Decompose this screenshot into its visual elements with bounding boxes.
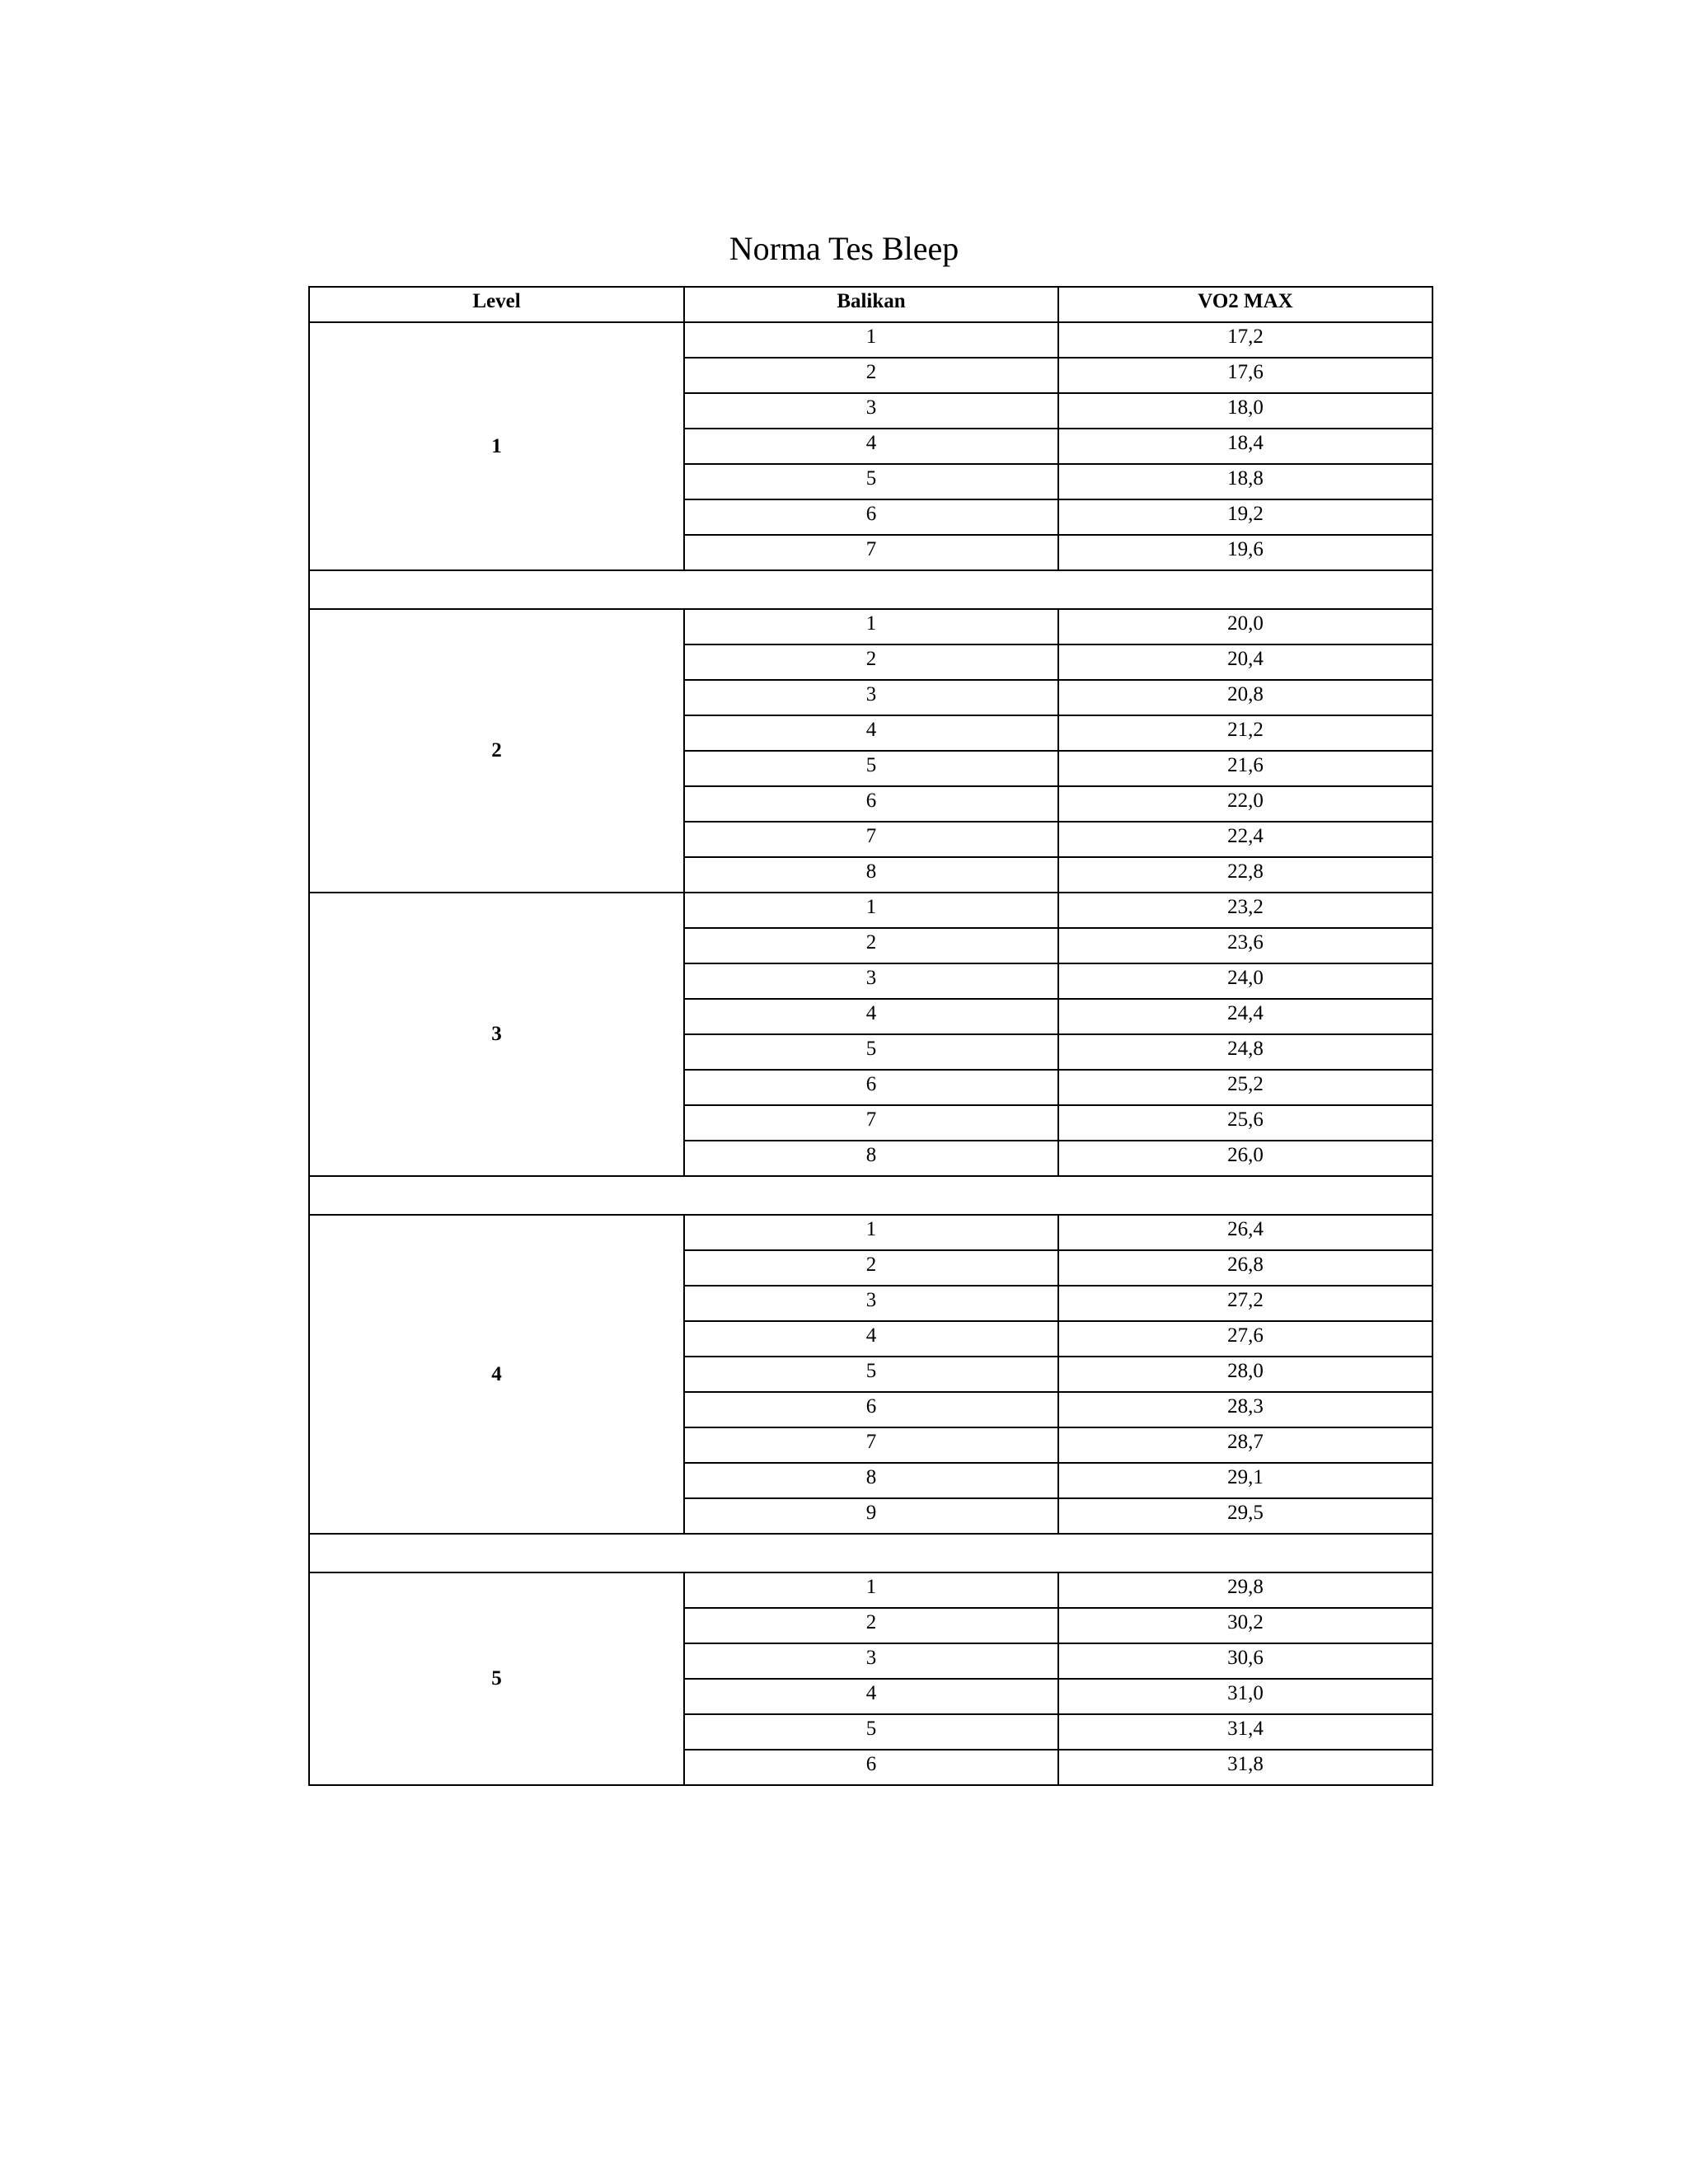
balikan-cell: 7 [684,822,1058,857]
table-row [309,322,1432,358]
vo2max-cell: 27,2 [1058,1286,1432,1321]
balikan-cell: 2 [684,644,1058,680]
vo2max-cell: 24,8 [1058,1034,1432,1070]
balikan-cell: 4 [684,715,1058,751]
balikan-cell: 5 [684,464,1058,499]
balikan-cell: 1 [684,1215,1058,1250]
header-vo2max: VO2 MAX [1058,287,1432,322]
balikan-cell: 1 [684,893,1058,928]
vo2max-cell: 26,4 [1058,1215,1432,1250]
vo2max-cell: 28,3 [1058,1392,1432,1427]
vo2max-cell: 30,2 [1058,1608,1432,1643]
vo2max-cell: 20,0 [1058,609,1432,644]
balikan-cell: 5 [684,1714,1058,1750]
vo2max-cell: 23,6 [1058,928,1432,963]
vo2max-cell: 18,4 [1058,429,1432,464]
balikan-cell: 4 [684,1679,1058,1714]
vo2max-cell: 27,6 [1058,1321,1432,1357]
balikan-cell: 8 [684,1463,1058,1498]
vo2max-cell: 24,4 [1058,999,1432,1034]
balikan-cell: 3 [684,680,1058,715]
balikan-cell: 5 [684,751,1058,786]
balikan-cell: 5 [684,1034,1058,1070]
table-row [309,1215,1432,1250]
balikan-cell: 6 [684,499,1058,535]
vo2max-cell: 28,7 [1058,1427,1432,1463]
vo2max-cell: 20,4 [1058,644,1432,680]
balikan-cell: 7 [684,1427,1058,1463]
table-body [309,322,1432,1785]
level-cell: 1 [309,322,684,570]
balikan-cell: 6 [684,1750,1058,1785]
balikan-cell: 2 [684,1250,1058,1286]
balikan-cell: 6 [684,786,1058,822]
vo2max-cell: 28,0 [1058,1357,1432,1392]
header-balikan: Balikan [684,287,1058,322]
balikan-cell: 1 [684,609,1058,644]
table-row [309,609,1432,644]
balikan-cell: 3 [684,1643,1058,1679]
table-row [309,1572,1432,1608]
vo2max-cell: 31,4 [1058,1714,1432,1750]
balikan-cell: 3 [684,393,1058,429]
spacer-row [309,570,1432,609]
vo2max-cell: 23,2 [1058,893,1432,928]
vo2max-cell: 21,6 [1058,751,1432,786]
balikan-cell: 6 [684,1070,1058,1105]
level-cell: 5 [309,1572,684,1785]
vo2max-cell: 18,0 [1058,393,1432,429]
vo2max-cell: 17,6 [1058,358,1432,393]
vo2max-cell: 31,8 [1058,1750,1432,1785]
vo2max-cell: 22,0 [1058,786,1432,822]
level-cell: 4 [309,1215,684,1534]
vo2max-cell: 17,2 [1058,322,1432,358]
balikan-cell: 2 [684,1608,1058,1643]
vo2max-cell: 30,6 [1058,1643,1432,1679]
balikan-cell: 8 [684,857,1058,893]
vo2max-cell: 29,5 [1058,1498,1432,1534]
balikan-cell: 6 [684,1392,1058,1427]
spacer-row [309,1176,1432,1215]
vo2max-cell: 29,8 [1058,1572,1432,1608]
vo2max-cell: 18,8 [1058,464,1432,499]
spacer-cell [309,570,1432,609]
balikan-cell: 4 [684,1321,1058,1357]
table-row [309,893,1432,928]
vo2max-cell: 25,6 [1058,1105,1432,1141]
balikan-cell: 3 [684,963,1058,999]
balikan-cell: 5 [684,1357,1058,1392]
balikan-cell: 1 [684,322,1058,358]
balikan-cell: 4 [684,999,1058,1034]
balikan-cell: 8 [684,1141,1058,1176]
vo2max-cell: 21,2 [1058,715,1432,751]
norma-table [308,286,1433,1786]
balikan-cell: 9 [684,1498,1058,1534]
spacer-cell [309,1176,1432,1215]
balikan-cell: 3 [684,1286,1058,1321]
balikan-cell: 2 [684,928,1058,963]
vo2max-cell: 26,8 [1058,1250,1432,1286]
vo2max-cell: 24,0 [1058,963,1432,999]
vo2max-cell: 19,2 [1058,499,1432,535]
spacer-row [309,1534,1432,1572]
vo2max-cell: 29,1 [1058,1463,1432,1498]
vo2max-cell: 26,0 [1058,1141,1432,1176]
header-level: Level [309,287,684,322]
vo2max-cell: 25,2 [1058,1070,1432,1105]
balikan-cell: 4 [684,429,1058,464]
vo2max-cell: 22,8 [1058,857,1432,893]
balikan-cell: 2 [684,358,1058,393]
vo2max-cell: 22,4 [1058,822,1432,857]
balikan-cell: 1 [684,1572,1058,1608]
balikan-cell: 7 [684,1105,1058,1141]
balikan-cell: 7 [684,535,1058,570]
spacer-cell [309,1534,1432,1572]
vo2max-cell: 31,0 [1058,1679,1432,1714]
level-cell: 2 [309,609,684,893]
level-cell: 3 [309,893,684,1176]
page-title: Norma Tes Bleep [729,230,959,267]
header-row [309,287,1432,322]
vo2max-cell: 19,6 [1058,535,1432,570]
vo2max-cell: 20,8 [1058,680,1432,715]
